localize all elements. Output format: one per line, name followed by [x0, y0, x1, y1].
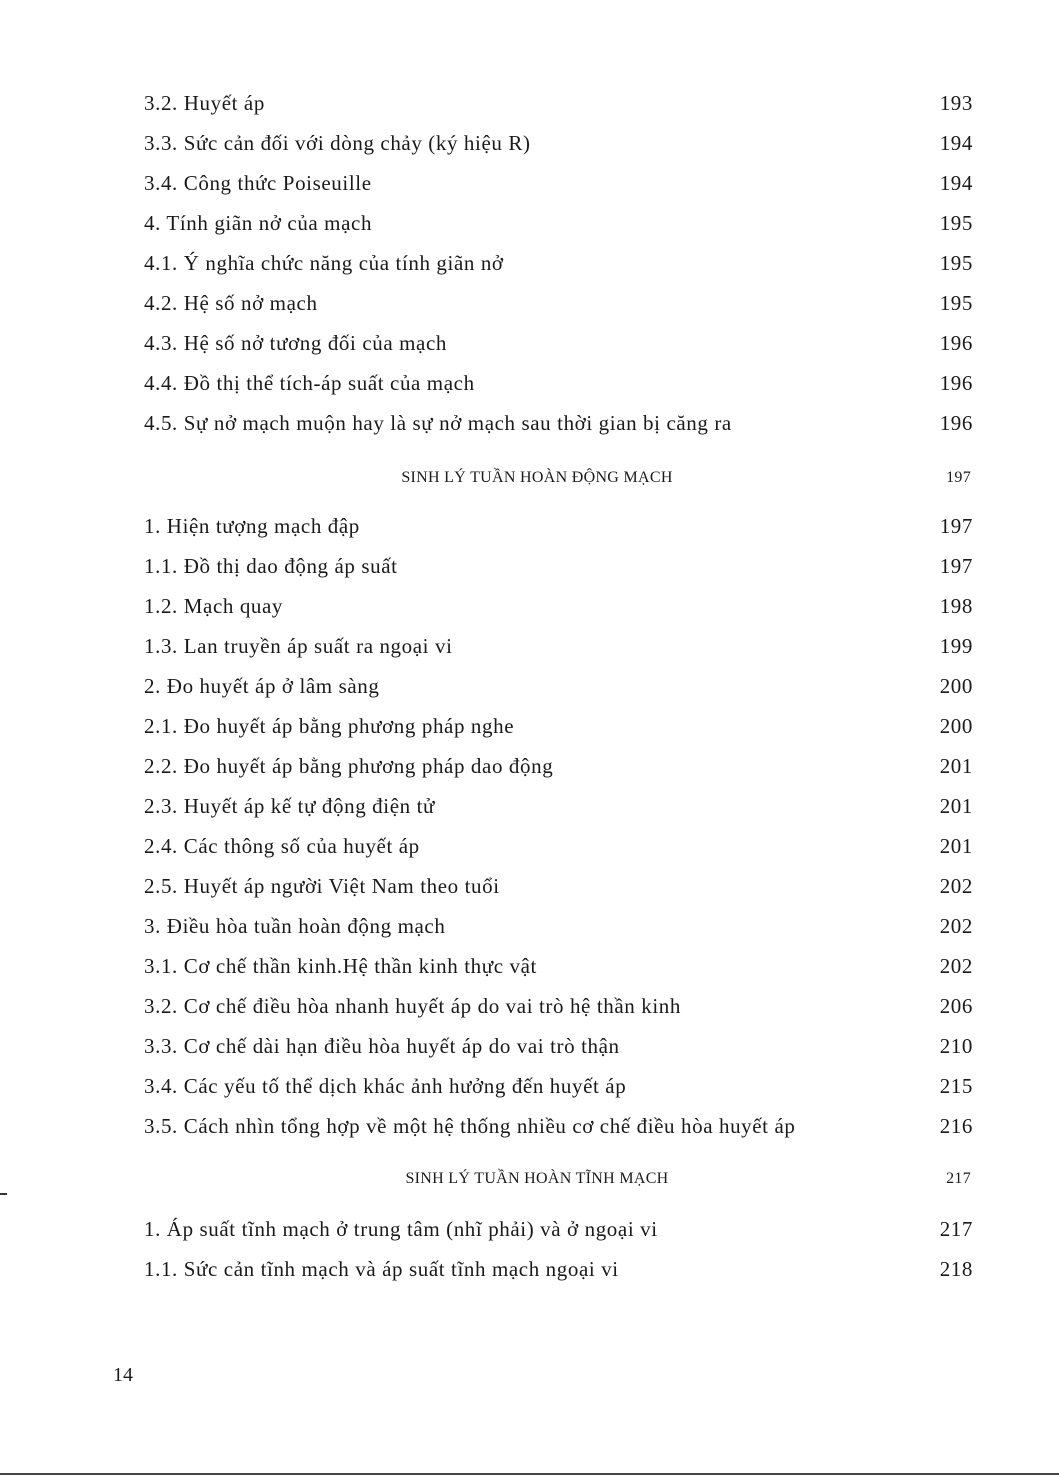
section-heading-page: 217: [946, 1170, 971, 1187]
section-heading-page: 197: [946, 469, 971, 486]
toc-entry-title: 1.3. Lan truyền áp suất ra ngoại vi: [144, 634, 453, 658]
toc-entry: [0, 248, 1059, 278]
toc-entry-page: 196: [939, 371, 973, 395]
toc-entry-title: 3.4. Công thức Poiseuille: [144, 171, 372, 195]
toc-entry: [0, 88, 1059, 118]
toc-entry-title: 3.5. Cách nhìn tổng hợp về một hệ thống nhiều cơ chế điều hòa huyết áp: [144, 1114, 796, 1138]
toc-entry-page: 218: [939, 1257, 973, 1281]
toc-entry-page: 215: [939, 1074, 973, 1098]
toc-entry: [0, 631, 1059, 661]
toc-entry-page: 196: [939, 411, 973, 435]
toc-entry-title: 3.3. Cơ chế dài hạn điều hòa huyết áp do vai trò thận: [144, 1034, 620, 1058]
toc-entry: [0, 208, 1059, 238]
toc-entry-title: 2. Đo huyết áp ở lâm sàng: [144, 674, 380, 698]
toc-entry: [0, 711, 1059, 741]
toc-entry: [0, 591, 1059, 621]
toc-entry: [0, 1254, 1059, 1284]
toc-entry-page: 201: [939, 794, 973, 818]
toc-entry-title: 2.2. Đo huyết áp bằng phương pháp dao động: [144, 754, 554, 778]
toc-entry-page: 193: [939, 91, 973, 115]
toc-entry: [0, 831, 1059, 861]
toc-entry-page: 202: [939, 954, 973, 978]
toc-entry-page: 196: [939, 331, 973, 355]
toc-entry: [0, 991, 1059, 1021]
toc-entry-page: 200: [939, 714, 973, 738]
toc-entry-title: 1.1. Đồ thị dao động áp suất: [144, 554, 398, 578]
toc-entry-title: 2.4. Các thông số của huyết áp: [144, 834, 420, 858]
toc-entry-title: 3.4. Các yếu tố thể dịch khác ảnh hưởng đến huyết áp: [144, 1074, 627, 1098]
toc-entry: [0, 168, 1059, 198]
bottom-rule: [0, 1473, 1059, 1475]
toc-entry: [0, 328, 1059, 358]
toc-entry-title: 4. Tính giãn nở của mạch: [144, 211, 373, 235]
toc-entry-page: 195: [939, 291, 973, 315]
toc-entry-page: 199: [939, 634, 973, 658]
toc-entry-page: 197: [939, 554, 973, 578]
toc-entry: [0, 368, 1059, 398]
toc-entry-title: 4.3. Hệ số nở tương đối của mạch: [144, 331, 447, 355]
toc-entry-page: 200: [939, 674, 973, 698]
section-heading: [0, 463, 1059, 493]
toc-entry-title: 4.5. Sự nở mạch muộn hay là sự nở mạch sau thời gian bị căng ra: [144, 411, 732, 435]
toc-entry-title: 3.2. Cơ chế điều hòa nhanh huyết áp do vai trò hệ thần kinh: [144, 994, 681, 1018]
toc-entry: [0, 671, 1059, 701]
toc-entry-page: 195: [939, 211, 973, 235]
toc-entry-title: 1.1. Sức cản tĩnh mạch và áp suất tĩnh mạch ngoại vi: [144, 1257, 619, 1281]
toc-entry-page: 216: [939, 1114, 973, 1138]
toc-entry: [0, 288, 1059, 318]
section-heading-title: SINH LÝ TUẦN HOÀN TĨNH MẠCH: [405, 1170, 669, 1187]
toc-entry-title: 1. Hiện tượng mạch đập: [144, 514, 360, 538]
toc-entry-title: 4.1. Ý nghĩa chức năng của tính giãn nở: [144, 251, 504, 275]
margin-mark: [0, 1193, 7, 1195]
toc-entry: [0, 511, 1059, 541]
toc-entry-page: 202: [939, 914, 973, 938]
toc-entry: [0, 128, 1059, 158]
toc-entry-page: 201: [939, 834, 973, 858]
toc-entry-page: 194: [939, 171, 973, 195]
toc-entry: [0, 1031, 1059, 1061]
toc-entry-page: 197: [939, 514, 973, 538]
toc-entry: [0, 1111, 1059, 1141]
section-heading: [0, 1164, 1059, 1194]
toc-entry: [0, 791, 1059, 821]
toc-entry-page: 202: [939, 874, 973, 898]
toc-entry-title: 3. Điều hòa tuần hoàn động mạch: [144, 914, 446, 938]
toc-entry: [0, 408, 1059, 438]
toc-entry-page: 198: [939, 594, 973, 618]
toc-entry-title: 3.3. Sức cản đối với dòng chảy (ký hiệu R): [144, 131, 531, 155]
toc-entry-title: 3.2. Huyết áp: [144, 91, 265, 115]
toc-entry-title: 2.1. Đo huyết áp bằng phương pháp nghe: [144, 714, 515, 738]
toc-entry-page: 195: [939, 251, 973, 275]
toc-entry: [0, 1071, 1059, 1101]
toc-entry-page: 206: [939, 994, 973, 1018]
section-heading-title: SINH LÝ TUẦN HOÀN ĐỘNG MẠCH: [401, 469, 673, 486]
toc-entry-title: 1. Áp suất tĩnh mạch ở trung tâm (nhĩ phải) và ở ngoại vi: [144, 1217, 658, 1241]
toc-entry: [0, 951, 1059, 981]
toc-entry-title: 2.3. Huyết áp kế tự động điện tử: [144, 794, 435, 818]
toc-entry-title: 4.2. Hệ số nở mạch: [144, 291, 318, 315]
toc-entry: [0, 871, 1059, 901]
toc-entry-title: 2.5. Huyết áp người Việt Nam theo tuổi: [144, 874, 500, 898]
toc-entry: [0, 751, 1059, 781]
toc-entry-page: 210: [939, 1034, 973, 1058]
toc-entry-title: 4.4. Đồ thị thể tích-áp suất của mạch: [144, 371, 475, 395]
page-number: 14: [113, 1364, 133, 1386]
toc-entry-page: 201: [939, 754, 973, 778]
toc-entry: [0, 911, 1059, 941]
toc-entry-page: 194: [939, 131, 973, 155]
toc-entry-page: 217: [939, 1217, 973, 1241]
toc-entry: [0, 1214, 1059, 1244]
toc-entry-title: 1.2. Mạch quay: [144, 594, 284, 618]
toc-entry: [0, 551, 1059, 581]
toc-entry-title: 3.1. Cơ chế thần kinh.Hệ thần kinh thực vật: [144, 954, 537, 978]
